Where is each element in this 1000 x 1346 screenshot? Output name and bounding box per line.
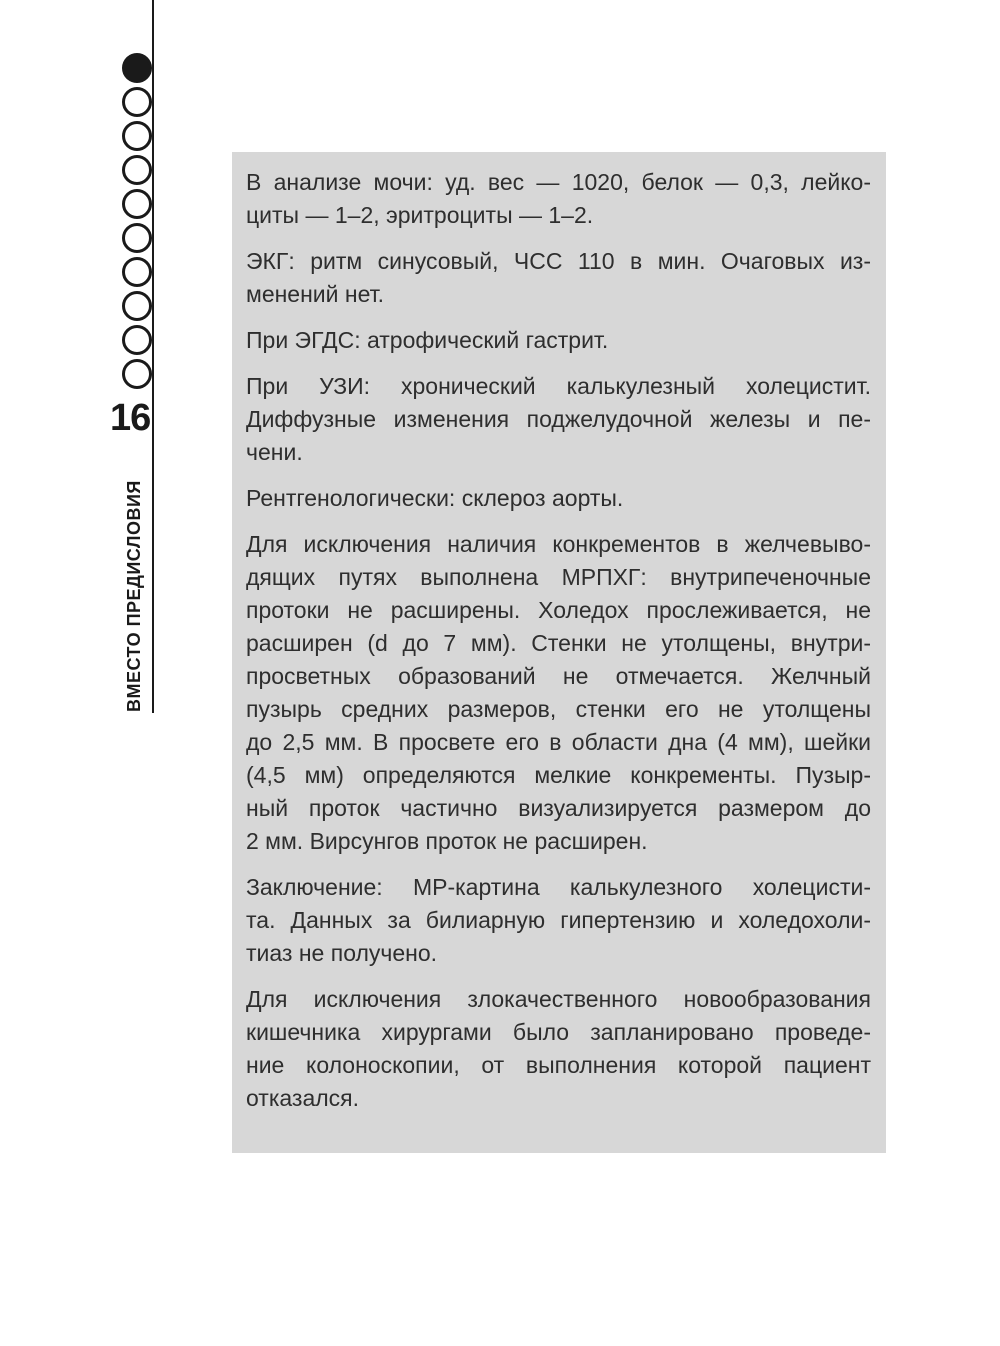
paragraph bbox=[246, 166, 871, 232]
text-line: кишечника хирургами было запланировано проведе- bbox=[246, 1019, 871, 1045]
text-line: При УЗИ: хронический калькулезный холецистит. bbox=[246, 373, 871, 399]
chapter-dot bbox=[122, 359, 152, 389]
text-line: Диффузные изменения поджелудочной железы и пе- bbox=[246, 406, 871, 432]
chapter-dot bbox=[122, 291, 152, 321]
chapter-dot bbox=[122, 155, 152, 185]
text-line: При ЭГДС: атрофический гастрит. bbox=[246, 327, 609, 353]
text-line: циты — 1–2, эритроциты — 1–2. bbox=[246, 202, 594, 228]
chapter-dot bbox=[122, 257, 152, 287]
text-line: Для исключения наличия конкрементов в желчевыво- bbox=[246, 531, 871, 557]
text-line: расширен (d до 7 мм). Стенки не утолщены, внутри- bbox=[246, 630, 871, 656]
text-line: отказался. bbox=[246, 1085, 360, 1111]
chapter-dot-filled bbox=[122, 53, 152, 83]
text-line: ние колоноскопии, от выполнения которой пациент bbox=[246, 1052, 871, 1078]
text-line: дящих путях выполнена МРПХГ: внутрипеченочные bbox=[246, 564, 871, 590]
text-line: (4,5 мм) определяются мелкие конкременты. Пузыр- bbox=[246, 762, 871, 788]
text-line: протоки не расширены. Холедох прослеживается, не bbox=[246, 597, 871, 623]
text-line: Для исключения злокачественного новообразования bbox=[246, 986, 871, 1012]
content-panel bbox=[232, 152, 886, 1153]
chapter-dot bbox=[122, 325, 152, 355]
text-line: тиаз не получено. bbox=[246, 940, 438, 966]
text-line: Рентгенологически: склероз аорты. bbox=[246, 485, 624, 511]
chapter-dot bbox=[122, 87, 152, 117]
text-line: та. Данных за билиарную гипертензию и холедохоли- bbox=[246, 907, 871, 933]
text-line: пузырь средних размеров, стенки его не утолщены bbox=[246, 696, 871, 722]
paragraph bbox=[246, 245, 871, 311]
text-line: до 2,5 мм. В просвете его в области дна (4 мм), шейки bbox=[246, 729, 871, 755]
text-line: менений нет. bbox=[246, 281, 384, 307]
paragraph bbox=[246, 482, 871, 515]
chapter-dots bbox=[122, 53, 152, 389]
text-line: 2 мм. Вирсунгов проток не расширен. bbox=[246, 828, 648, 854]
text-line: Заключение: МР-картина калькулезного холецисти- bbox=[246, 874, 871, 900]
text-line: ный проток частично визуализируется размером до bbox=[246, 795, 871, 821]
chapter-dot bbox=[122, 223, 152, 253]
paragraph bbox=[246, 871, 871, 970]
section-label: ВМЕСТО ПРЕДИСЛОВИЯ bbox=[124, 480, 144, 712]
text-line: ЭКГ: ритм синусовый, ЧСС 110 в мин. Очаговых из- bbox=[246, 248, 871, 274]
chapter-dot bbox=[122, 121, 152, 151]
sidebar-rule bbox=[152, 0, 154, 713]
paragraph bbox=[246, 370, 871, 469]
chapter-dot bbox=[122, 189, 152, 219]
text-line: В анализе мочи: уд. вес — 1020, белок — 0,3, лейко- bbox=[246, 169, 871, 195]
paragraph bbox=[246, 324, 871, 357]
paragraph bbox=[246, 983, 871, 1115]
text-line: чени. bbox=[246, 439, 303, 465]
text-line: просветных образований не отмечается. Желчный bbox=[246, 663, 871, 689]
paragraph bbox=[246, 528, 871, 858]
page-number: 16 bbox=[110, 397, 151, 439]
